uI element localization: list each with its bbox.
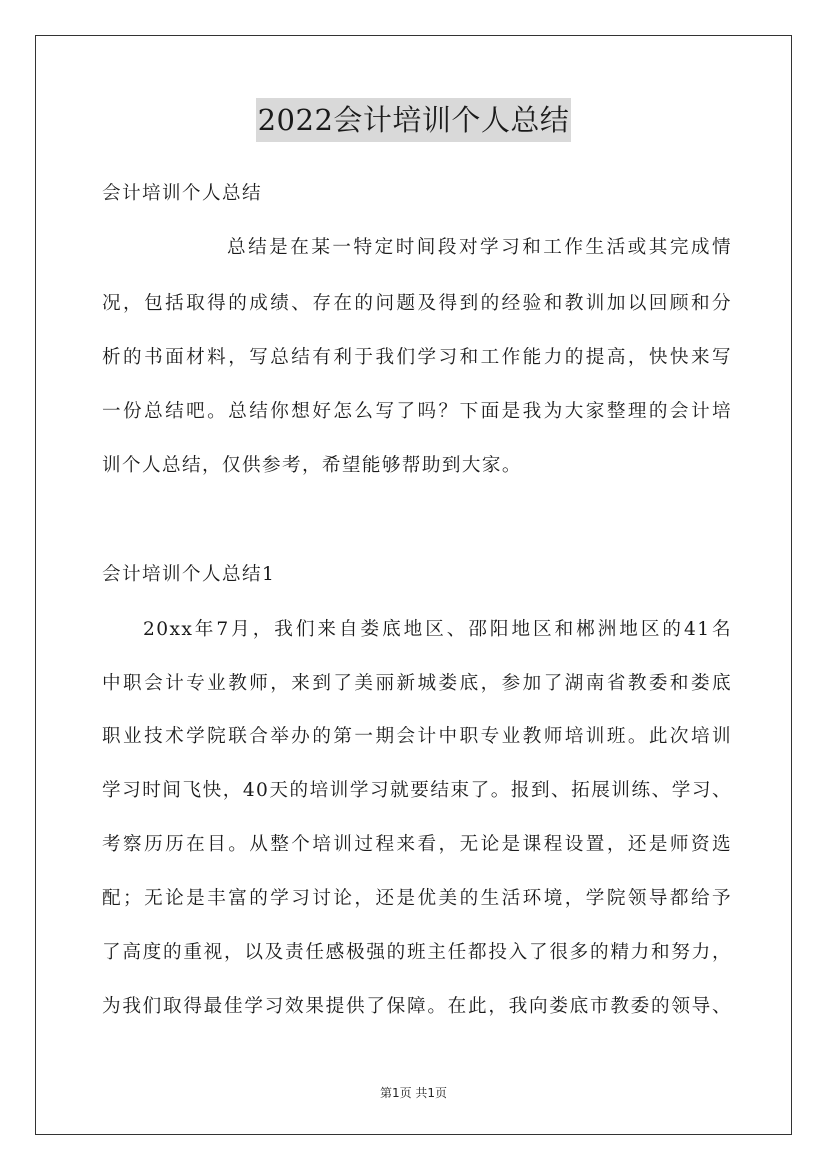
body-line: 了高度的重视，以及责任感极强的班主任都投入了很多的精力和努力， xyxy=(102,942,732,963)
body-line: 为我们取得最佳学习效果提供了保障。在此，我向娄底市教委的领导、 xyxy=(102,996,732,1017)
section-heading: 会计培训个人总结1 xyxy=(102,564,276,585)
body-line: 中职会计专业教师，来到了美丽新城娄底，参加了湖南省教委和娄底 xyxy=(102,673,732,694)
body-line: 职业技术学院联合举办的第一期会计中职专业教师培训班。此次培训 xyxy=(102,726,732,747)
body-line: 20xx年7月，我们来自娄底地区、邵阳地区和郴洲地区的41名 xyxy=(143,619,732,640)
body-line: 配；无论是丰富的学习讨论，还是优美的生活环境，学院领导都给予 xyxy=(102,888,732,909)
intro-line: 一份总结吧。总结你想好怎么写了吗？下面是我为大家整理的会计培 xyxy=(102,401,732,422)
title-container xyxy=(0,98,827,142)
body-line: 学习时间飞快，40天的培训学习就要结束了。报到、拓展训练、学习、 xyxy=(102,780,732,801)
page-footer: 第1页 共1页 xyxy=(379,1086,448,1100)
intro-line: 训个人总结，仅供参考，希望能够帮助到大家。 xyxy=(102,455,522,476)
intro-line: 析的书面材料，写总结有利于我们学习和工作能力的提高，快快来写 xyxy=(102,347,732,368)
body-line: 考察历历在目。从整个培训过程来看，无论是课程设置，还是师资选 xyxy=(102,834,732,855)
document-title: 2022会计培训个人总结 xyxy=(256,98,572,142)
intro-line: 总结是在某一特定时间段对学习和工作生活或其完成情 xyxy=(227,237,732,258)
subtitle: 会计培训个人总结 xyxy=(102,183,262,204)
intro-line: 况，包括取得的成绩、存在的问题及得到的经验和教训加以回顾和分 xyxy=(102,293,732,314)
